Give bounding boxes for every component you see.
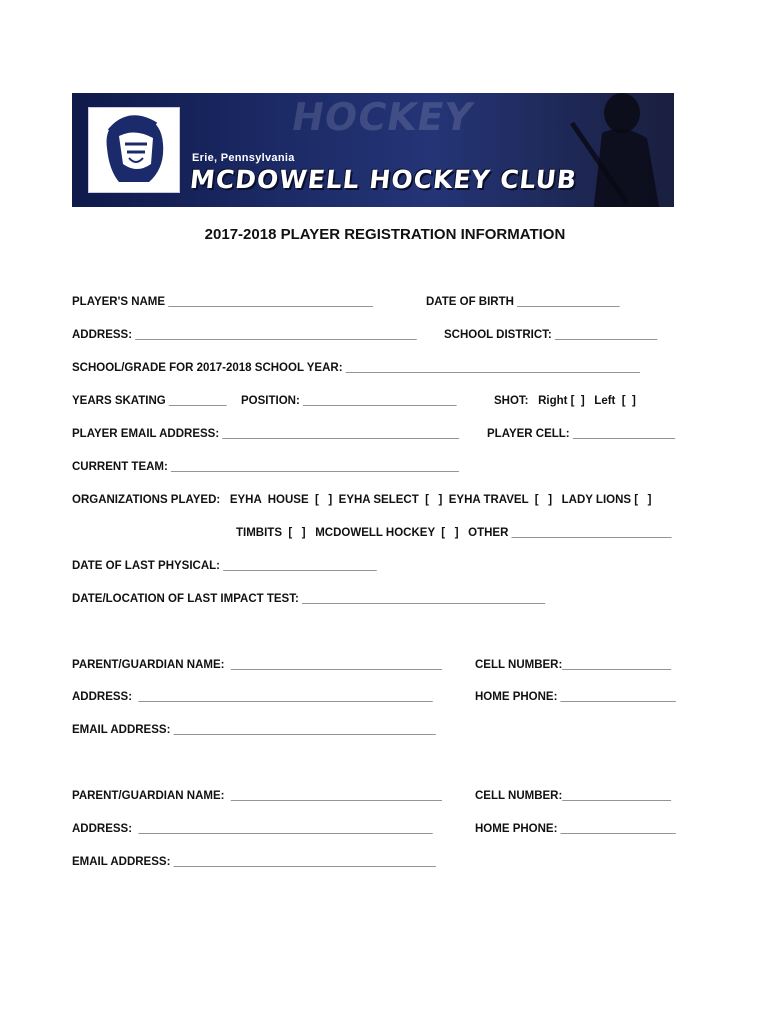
guardian2-cell-field[interactable]: CELL NUMBER:_________________ (475, 790, 672, 802)
position-field[interactable]: POSITION: ________________________ (241, 395, 457, 407)
player-cell-field[interactable]: PLAYER CELL: ________________ (487, 428, 676, 440)
club-city: Erie, Pennsylvania (192, 152, 295, 164)
guardian1-email-field[interactable]: EMAIL ADDRESS: _________________________________________ (72, 724, 436, 736)
guardian1-name-field[interactable]: PARENT/GUARDIAN NAME: _________________________________ (72, 659, 442, 671)
player-name-field[interactable]: PLAYER'S NAME ________________________________ (72, 296, 373, 308)
guardian1-address-field[interactable]: ADDRESS: ______________________________________________ (72, 691, 433, 703)
guardian1-home-phone-field[interactable]: HOME PHONE: __________________ (475, 691, 676, 703)
banner-watermark: HOCKEY (288, 95, 477, 139)
impact-test-field[interactable]: DATE/LOCATION OF LAST IMPACT TEST: ______________________________________ (72, 593, 546, 605)
school-district-field[interactable]: SCHOOL DISTRICT: ________________ (444, 329, 658, 341)
current-team-field[interactable]: CURRENT TEAM: _____________________________________________ (72, 461, 459, 473)
guardian2-address-field[interactable]: ADDRESS: ______________________________________________ (72, 823, 433, 835)
last-physical-field[interactable]: DATE OF LAST PHYSICAL: ________________________ (72, 560, 377, 572)
club-name: MCDOWELL HOCKEY CLUB (188, 165, 579, 194)
date-of-birth-field[interactable]: DATE OF BIRTH ________________ (426, 296, 620, 308)
guardian2-name-field[interactable]: PARENT/GUARDIAN NAME: _________________________________ (72, 790, 442, 802)
guardian2-home-phone-field[interactable]: HOME PHONE: __________________ (475, 823, 676, 835)
player-address-field[interactable]: ADDRESS: ____________________________________________ (72, 329, 417, 341)
organizations-played-field[interactable]: ORGANIZATIONS PLAYED: EYHA HOUSE [ ] EYHA SELECT [ ] EYHA TRAVEL [ ] LADY LIONS [ ] (72, 494, 652, 506)
guardian2-email-field[interactable]: EMAIL ADDRESS: _________________________________________ (72, 856, 436, 868)
trojan-logo (88, 107, 180, 193)
shot-field[interactable]: SHOT: Right [ ] Left [ ] (494, 395, 636, 407)
school-grade-field[interactable]: SCHOOL/GRADE FOR 2017-2018 SCHOOL YEAR: ______________________________________________ (72, 362, 640, 374)
years-skating-field[interactable]: YEARS SKATING _________ (72, 395, 227, 407)
organizations-played-field-2[interactable]: TIMBITS [ ] MCDOWELL HOCKEY [ ] OTHER _________________________ (236, 527, 672, 539)
club-banner (72, 93, 674, 207)
trojan-helmet-icon (89, 108, 179, 192)
guardian1-cell-field[interactable]: CELL NUMBER:_________________ (475, 659, 672, 671)
page-title: 2017-2018 PLAYER REGISTRATION INFORMATION (204, 226, 566, 243)
player-email-field[interactable]: PLAYER EMAIL ADDRESS: _____________________________________ (72, 428, 460, 440)
